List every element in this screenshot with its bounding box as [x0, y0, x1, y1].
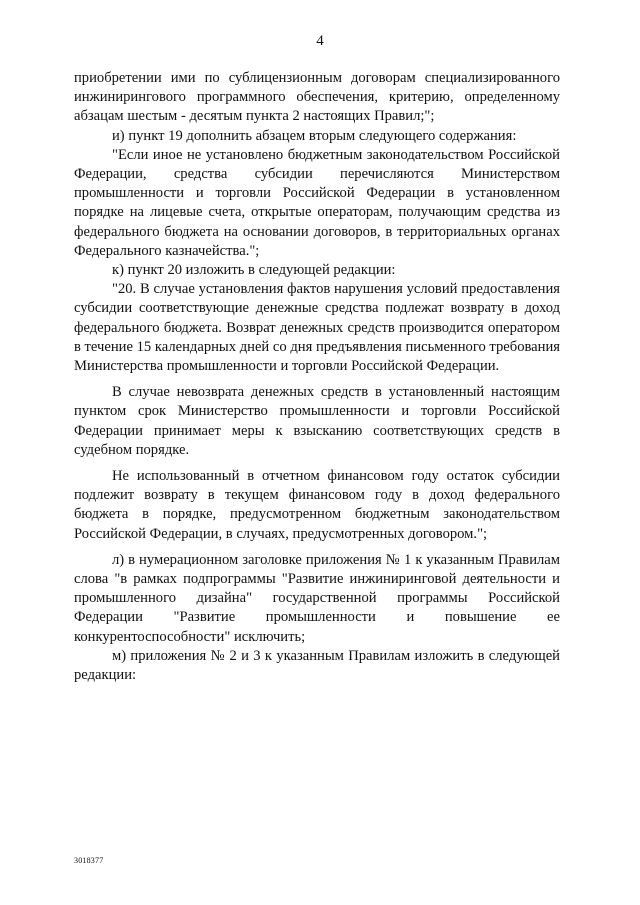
paragraph-item-i: и) пункт 19 дополнить абзацем вторым следующего содержания: — [112, 127, 517, 144]
paragraph-quote-budget: "Если иное не установлено бюджетным законодательством Российской Федерации, средства субсидии перечисляются Министерством промышленности и торговли Российской Федерации в установленном порядке на лицевые счета, открытые операторам, получающим средства из федерального бюджета на основании договоров, в территориальных органах Федерального казначейства."; — [74, 146, 560, 259]
paragraph-non-return: В случае невозврата денежных средств в установленный настоящим пунктом срок Министерство промышленности и торговли Российской Федерации принимает меры к взысканию соответствующих средств в судебном порядке. — [74, 384, 560, 458]
paragraph-item-l: л) в нумерационном заголовке приложения № 1 к указанным Правилам слова "в рамках подпрограммы "Развитие инжиниринговой деятельности и промышленного дизайна" государственной программы Российской Федерации "Развитие промышленности и повышение ее конкурентоспособности" исключить; — [74, 551, 560, 645]
paragraph-item-k: к) пункт 20 изложить в следующей редакции: — [112, 262, 396, 279]
paragraph-unused-balance: Не использованный в отчетном финансовом году остаток субсидии подлежит возврату в текущем финансовом году в доход федерального бюджета в порядке, предусмотренном бюджетным законодательством Российской Федерации, в случаях, предусмотренных договором."; — [74, 468, 560, 542]
paragraph-point-20: "20. В случае установления фактов нарушения условий предоставления субсидии соответствующие денежные средства подлежат возврату в доход федерального бюджета. Возврат денежных средств производится оператором в течение 15 календарных дней со дня предъявления письменного требования Министерства промышленности и торговли Российской Федерации. — [74, 281, 560, 375]
document-body — [74, 69, 560, 685]
paragraph-continuation: приобретении ими по сублицензионным договорам специализированного инжинирингового программного обеспечения, критерию, определенному абзацам шестым - десятым пункта 2 настоящих Правил;"; — [74, 70, 560, 125]
paragraph-item-m: м) приложения № 2 и 3 к указанным Правилам изложить в следующей редакции: — [74, 647, 560, 684]
document-code: 3018377 — [74, 856, 104, 865]
page-number: 4 — [316, 33, 324, 49]
